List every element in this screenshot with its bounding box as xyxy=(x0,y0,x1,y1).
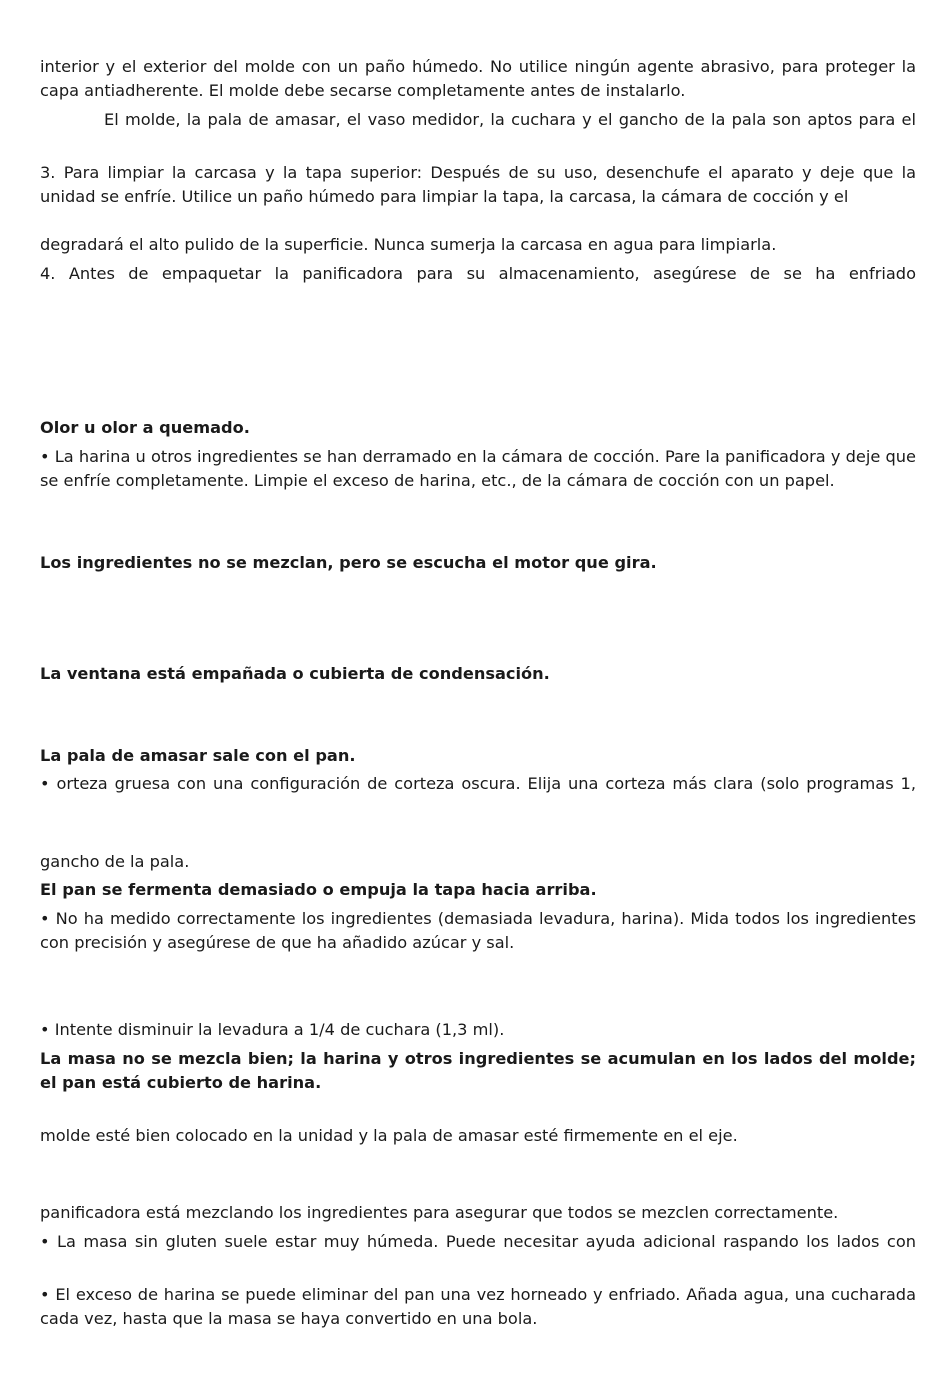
paragraph-mixing-check: panificadora está mezclando los ingredientes para asegurar que todos se mezclen correctamente. xyxy=(40,1203,839,1222)
heading-bread-overrises: El pan se fermenta demasiado o empuja la tapa hacia arriba. xyxy=(40,880,597,899)
paragraph-step-3-housing: 3. Para limpiar la carcasa y la tapa superior: Después de su uso, desenchufe el aparato y deje que la unidad se enfríe. Utilice un paño húmedo para limpiar la tapa, la carcasa, la cámara de cocción y el xyxy=(40,163,916,206)
paragraph-spilled-flour: • La harina u otros ingredientes se han derramado en la cámara de cocción. Pare la panificadora y deje que se enfríe completamente. Limpie el exceso de harina, etc., de la cámara de cocción con un papel. xyxy=(40,447,916,490)
heading-paddle-stuck: La pala de amasar sale con el pan. xyxy=(40,746,356,765)
heading-window-condensation: La ventana está empañada o cubierta de condensación. xyxy=(40,664,550,683)
paragraph-measure-ingredients: • No ha medido correctamente los ingredientes (demasiada levadura, harina). Mida todos los ingredientes con precisión y asegúrese de que ha añadido azúcar y sal. xyxy=(40,909,916,952)
heading-burning-smell: Olor u olor a quemado. xyxy=(40,418,250,437)
paragraph-paddle-hook: gancho de la pala. xyxy=(40,852,190,871)
paragraph-gluten-free-dough: • La masa sin gluten suele estar muy húmeda. Puede necesitar ayuda adicional raspando los lados con xyxy=(40,1232,916,1251)
paragraph-dishwasher-parts: El molde, la pala de amasar, el vaso medidor, la cuchara y el gancho de la pala son aptos para el xyxy=(104,110,916,129)
heading-dough-not-mixing: La masa no se mezcla bien; la harina y otros ingredientes se acumulan en los lados del molde; el pan está cubierto de harina. xyxy=(40,1049,916,1092)
heading-ingredients-not-mixing: Los ingredientes no se mezclan, pero se escucha el motor que gira. xyxy=(40,553,657,572)
paragraph-mold-cleaning: interior y el exterior del molde con un paño húmedo. No utilice ningún agente abrasivo, para proteger la capa antiadherente. El molde debe secarse completamente antes de instalarlo. xyxy=(40,57,916,100)
paragraph-mold-placement: molde esté bien colocado en la unidad y la pala de amasar esté firmemente en el eje. xyxy=(40,1126,738,1145)
paragraph-reduce-yeast: • Intente disminuir la levadura a 1/4 de cuchara (1,3 ml). xyxy=(40,1020,505,1039)
paragraph-excess-flour: • El exceso de harina se puede eliminar del pan una vez horneado y enfriado. Añada agua, una cucharada cada vez, hasta que la masa se haya convertido en una bola. xyxy=(40,1285,916,1328)
paragraph-thick-crust: • orteza gruesa con una configuración de corteza oscura. Elija una corteza más clara (solo programas 1, xyxy=(40,774,916,793)
paragraph-polish-warning: degradará el alto pulido de la superficie. Nunca sumerja la carcasa en agua para limpiarla. xyxy=(40,235,777,254)
paragraph-step-4-storage: 4. Antes de empaquetar la panificadora para su almacenamiento, asegúrese de se ha enfriado xyxy=(40,264,916,283)
